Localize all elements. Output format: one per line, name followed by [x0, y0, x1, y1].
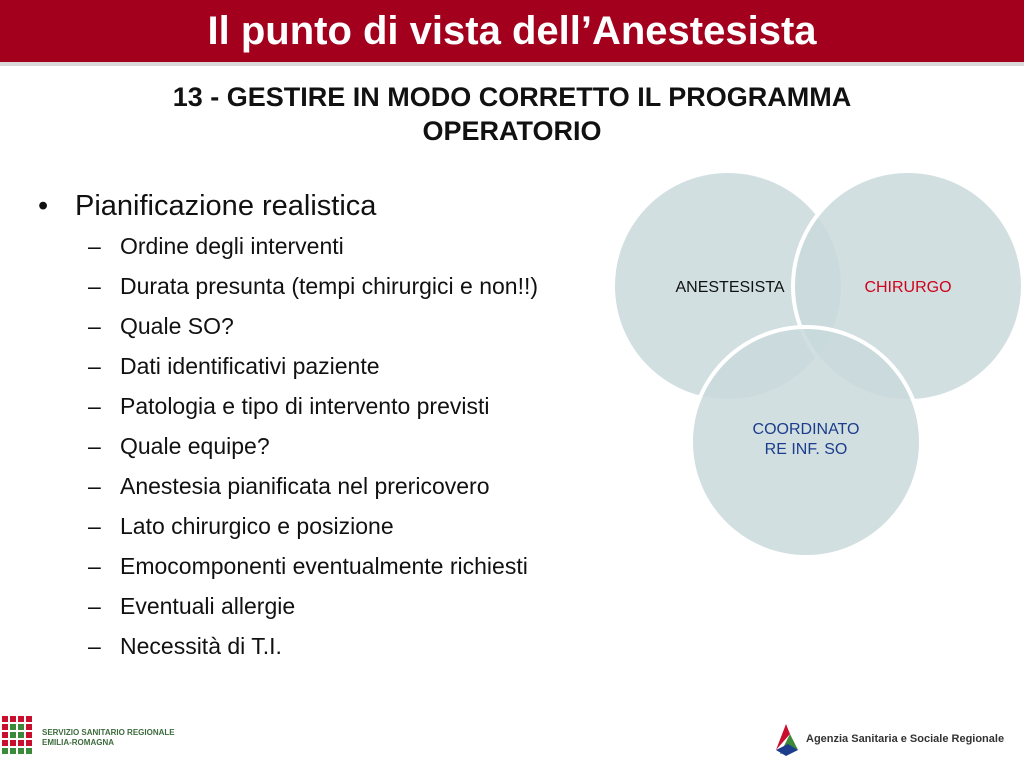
list-item — [30, 512, 590, 541]
bullet-list — [30, 186, 590, 672]
ssr-logo-line2: EMILIA-ROMAGNA — [42, 738, 114, 747]
list-item — [30, 352, 590, 381]
list-item — [30, 632, 590, 661]
agency-logo — [770, 718, 1020, 762]
subtitle-line-1: 13 - GESTIRE IN MODO CORRETTO IL PROGRAMMA — [172, 82, 852, 112]
dash: – — [88, 513, 101, 539]
list-item — [30, 592, 590, 621]
list-item — [30, 472, 590, 501]
dash: – — [88, 433, 101, 459]
agency-logo-icon — [772, 720, 802, 758]
list-item — [30, 432, 590, 461]
agency-logo-text: Agenzia Sanitaria e Sociale Regionale — [806, 733, 1005, 745]
list-item-text: Ordine degli interventi — [120, 233, 344, 259]
ssr-grid-icon — [2, 716, 38, 756]
list-item-text: Necessità di T.I. — [120, 633, 282, 659]
title-bar — [0, 0, 1024, 66]
list-item-text: Quale SO? — [120, 313, 234, 339]
subtitle-line-2: OPERATORIO — [422, 116, 602, 146]
list-item — [30, 232, 590, 261]
sub-list — [30, 232, 590, 661]
slide-subtitle — [40, 80, 984, 148]
dash: – — [88, 633, 101, 659]
dash: – — [88, 233, 101, 259]
list-item-text: Eventuali allergie — [120, 593, 296, 619]
main-bullet — [30, 186, 590, 226]
ssr-logo-line1: SERVIZIO SANITARIO REGIONALE — [42, 728, 175, 737]
list-item-text: Dati identificativi paziente — [120, 353, 380, 379]
label-coordinatore — [726, 420, 886, 460]
venn-svg — [600, 160, 1024, 570]
list-item — [30, 552, 590, 581]
dash: – — [88, 313, 101, 339]
dash: – — [88, 473, 101, 499]
list-item-text: Patologia e tipo di intervento previsti — [120, 393, 490, 419]
ssr-logo-text — [42, 728, 175, 748]
list-item — [30, 272, 590, 301]
venn-diagram — [600, 160, 1024, 570]
list-item-text: Emocomponenti eventualmente richiesti — [120, 553, 528, 579]
list-item-text: Anestesia pianificata nel prericovero — [120, 473, 490, 499]
list-item-text: Lato chirurgico e posizione — [120, 513, 394, 539]
dash: – — [88, 393, 101, 419]
slide-title: Il punto di vista dell’Anestesista — [207, 9, 817, 53]
label-anestesista: ANESTESISTA — [675, 279, 785, 296]
list-item — [30, 312, 590, 341]
dash: – — [88, 593, 101, 619]
ssr-logo — [0, 712, 200, 762]
dash: – — [88, 353, 101, 379]
list-item-text: Quale equipe? — [120, 433, 270, 459]
bullet-dot: • — [38, 190, 49, 222]
list-item — [30, 392, 590, 421]
label-chirurgo: CHIRURGO — [864, 279, 952, 296]
label-coordinatore-line1: COORDINATO — [752, 421, 860, 438]
dash: – — [88, 273, 101, 299]
main-bullet-text: Pianificazione realistica — [75, 190, 377, 222]
list-item-text: Durata presunta (tempi chirurgici e non!!) — [120, 273, 539, 299]
dash: – — [88, 553, 101, 579]
label-coordinatore-line2: RE INF. SO — [764, 441, 848, 458]
